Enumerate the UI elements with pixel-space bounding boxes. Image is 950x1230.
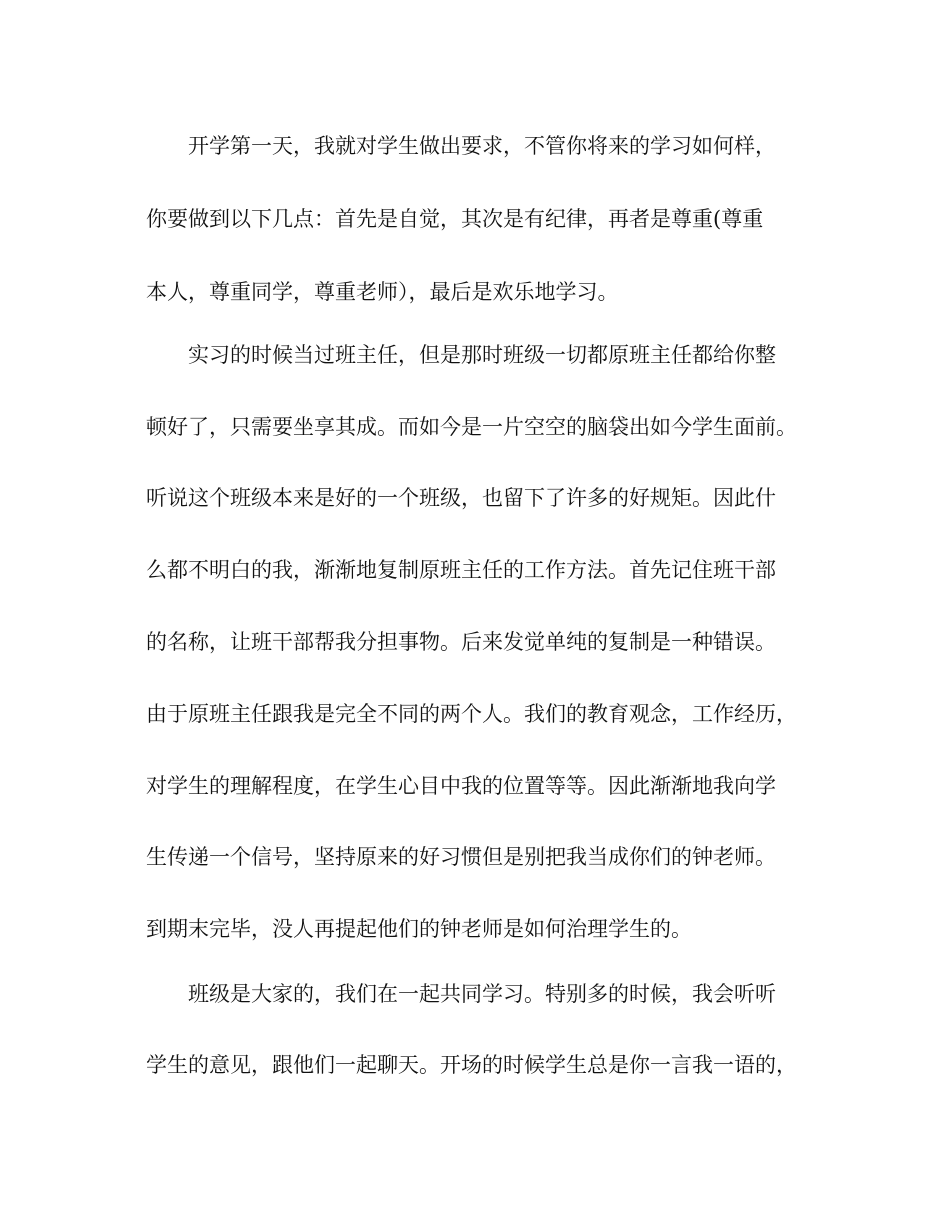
paragraph-3-line-1: 班级是大家的，我们在一起共同学习。特别多的时候，我会听听 — [188, 982, 776, 1006]
paragraph-1-line-2: 你要做到以下几点：首先是自觉，其次是有纪律，再者是尊重(尊重 — [146, 207, 764, 231]
paragraph-1-line-3: 本人，尊重同学，尊重老师），最后是欢乐地学习。 — [146, 280, 619, 304]
paragraph-2-line-3: 听说这个班级本来是好的一个班级，也留下了许多的好规矩。因此什 — [146, 486, 776, 510]
paragraph-3-line-2: 学生的意见，跟他们一起聊天。开场的时候学生总是你一言我一语的， — [146, 1053, 797, 1077]
paragraph-2-line-6: 由于原班主任跟我是完全不同的两个人。我们的教育观念，工作经历， — [146, 702, 797, 726]
paragraph-2-line-9: 到期末完毕，没人再提起他们的钟老师是如何治理学生的。 — [146, 917, 692, 941]
paragraph-2-line-8: 生传递一个信号，坚持原来的好习惯但是别把我当成你们的钟老师。 — [146, 845, 776, 869]
paragraph-2-line-2: 顿好了，只需要坐享其成。而如今是一片空空的脑袋出如今学生面前。 — [146, 415, 797, 439]
paragraph-2-line-4: 么都不明白的我，渐渐地复制原班主任的工作方法。首先记住班干部 — [146, 558, 776, 582]
paragraph-1-line-1: 开学第一天，我就对学生做出要求，不管你将来的学习如何样， — [188, 134, 776, 158]
paragraph-2-line-1: 实习的时候当过班主任，但是那时班级一切都原班主任都给你整 — [188, 343, 776, 367]
paragraph-2-line-7: 对学生的理解程度，在学生心目中我的位置等等。因此渐渐地我向学 — [146, 774, 776, 798]
paragraph-2-line-5: 的名称，让班干部帮我分担事物。后来发觉单纯的复制是一种错误。 — [146, 630, 776, 654]
